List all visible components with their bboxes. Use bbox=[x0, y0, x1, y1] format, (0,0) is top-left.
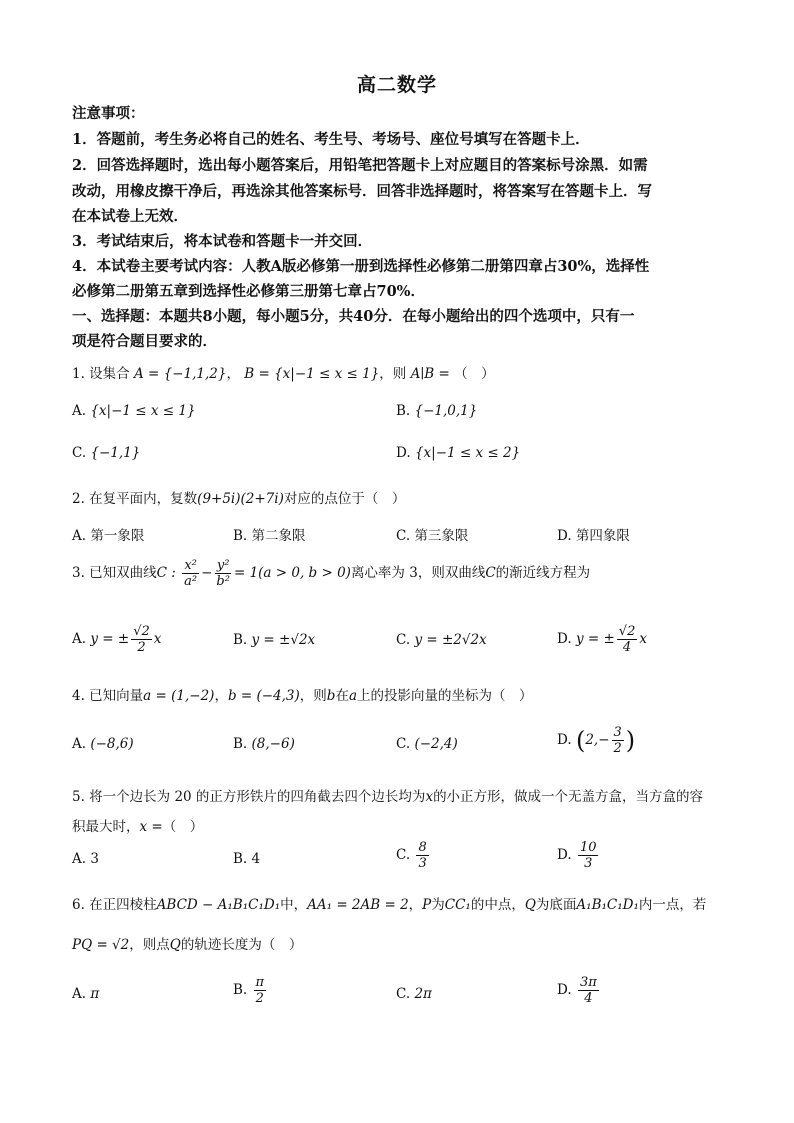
question-4-stem: 4. 已知向量a = (1,−2)，b = (−4,3)，则b在a上的投影向量的坐标为（ ） bbox=[72, 688, 533, 704]
notice-item: 改动，用橡皮擦干净后，再选涂其他答案标号．回答非选择题时，将答案写在答题卡上．写 bbox=[72, 183, 652, 200]
notice-item: 3．考试结束后，将本试卷和答题卡一并交回． bbox=[72, 233, 373, 250]
notice-heading: 注意事项： bbox=[72, 105, 145, 122]
q2-option-c: C. 第三象限 bbox=[396, 528, 469, 544]
q4-option-a: A. (−8,6) bbox=[72, 736, 134, 752]
question-1-stem: 1. 设集合 A = {−1,1,2}， B = {x|−1 ≤ x ≤ 1}，则 A∣B = （ ） bbox=[72, 366, 495, 382]
q4-option-d: D. (2,− $\frac{3}{2}$ ) bbox=[557, 725, 636, 756]
q6-option-a: A. π bbox=[72, 986, 100, 1002]
question-3-stem: 3. 已知双曲线C : $\frac{\text{x²}}{\text{a²}}$ − $\frac{\text{y²}}{\text{b²}}$ = 1(a > 0, b > 0)离心率为 3，则双曲线C的渐近线方程为 bbox=[72, 558, 591, 589]
q4-option-b: B. (8,−6) bbox=[233, 736, 295, 752]
q1-option-c: C. {−1,1} bbox=[72, 445, 141, 461]
question-6-line-2: PQ = √2，则点Q的轨迹长度为（ ） bbox=[72, 937, 303, 953]
question-5-line-1: 5. 将一个边长为 20 的正方形铁片的四角截去四个边长均为x的小正方形，做成一个无盖方盒，当方盒的容 bbox=[72, 789, 704, 805]
q5-option-d: D. $\frac{10}{3}$ bbox=[557, 840, 597, 871]
question-6-line-1: 6. 在正四棱柱ABCD − A₁B₁C₁D₁中，AA₁ = 2AB = 2，P为CC₁的中点，Q为底面A₁B₁C₁D₁内一点，若 bbox=[72, 897, 707, 913]
q2-option-a: A. 第一象限 bbox=[72, 528, 145, 544]
q6-option-b: B. $\frac{\pi}{2}$ bbox=[233, 975, 265, 1006]
q1-option-b: B. {−1,0,1} bbox=[396, 403, 478, 419]
notice-item: 2．回答选择题时，选出每小题答案后，用铅笔把答题卡上对应题目的答案标号涂黑．如需 bbox=[72, 157, 648, 174]
page-title: 高二数学 bbox=[356, 74, 437, 96]
q4-option-c: C. (−2,4) bbox=[396, 736, 458, 752]
q5-option-c: C. $\frac{8}{3}$ bbox=[396, 840, 427, 871]
notice-item: 4．本试卷主要考试内容：人教A版必修第一册到选择性必修第二册第四章占30%，选择性 bbox=[72, 258, 650, 275]
q5-option-b: B. 4 bbox=[233, 851, 261, 867]
section-heading: 项是符合题目要求的． bbox=[72, 333, 217, 350]
question-2-stem: 2. 在复平面内，复数(9+5i)(2+7i)对应的点位于（ ） bbox=[72, 491, 406, 507]
notice-item: 在本试卷上无效． bbox=[72, 208, 188, 225]
q3-option-d: D. y = ± $\frac{√2}{4}$ x bbox=[557, 624, 647, 655]
q3-option-c: C. y = ±2√2x bbox=[396, 632, 487, 648]
q5-option-a: A. 3 bbox=[72, 851, 99, 867]
q2-option-d: D. 第四象限 bbox=[557, 528, 630, 544]
q6-option-d: D. $\frac{3\pi}{4}$ bbox=[557, 975, 597, 1006]
q3-option-a: A. y = ± $\frac{√2}{2}$ x bbox=[72, 624, 162, 655]
q3-option-b: B. y = ±√2x bbox=[233, 632, 316, 648]
notice-item: 必修第二册第五章到选择性必修第三册第七章占70%． bbox=[72, 283, 425, 300]
question-5-line-2: 积最大时，x =（ ） bbox=[72, 819, 204, 835]
q2-option-b: B. 第二象限 bbox=[233, 528, 306, 544]
q1-option-d: D. {x|−1 ≤ x ≤ 2} bbox=[396, 445, 521, 461]
q1-option-a: A. {x|−1 ≤ x ≤ 1} bbox=[72, 403, 196, 419]
notice-item: 1．答题前，考生务必将自己的姓名、考生号、考场号、座位号填写在答题卡上． bbox=[72, 131, 590, 148]
q6-option-c: C. 2π bbox=[396, 986, 432, 1002]
section-heading: 一、选择题：本题共8小题，每小题5分，共40分．在每小题给出的四个选项中，只有一 bbox=[72, 308, 635, 325]
